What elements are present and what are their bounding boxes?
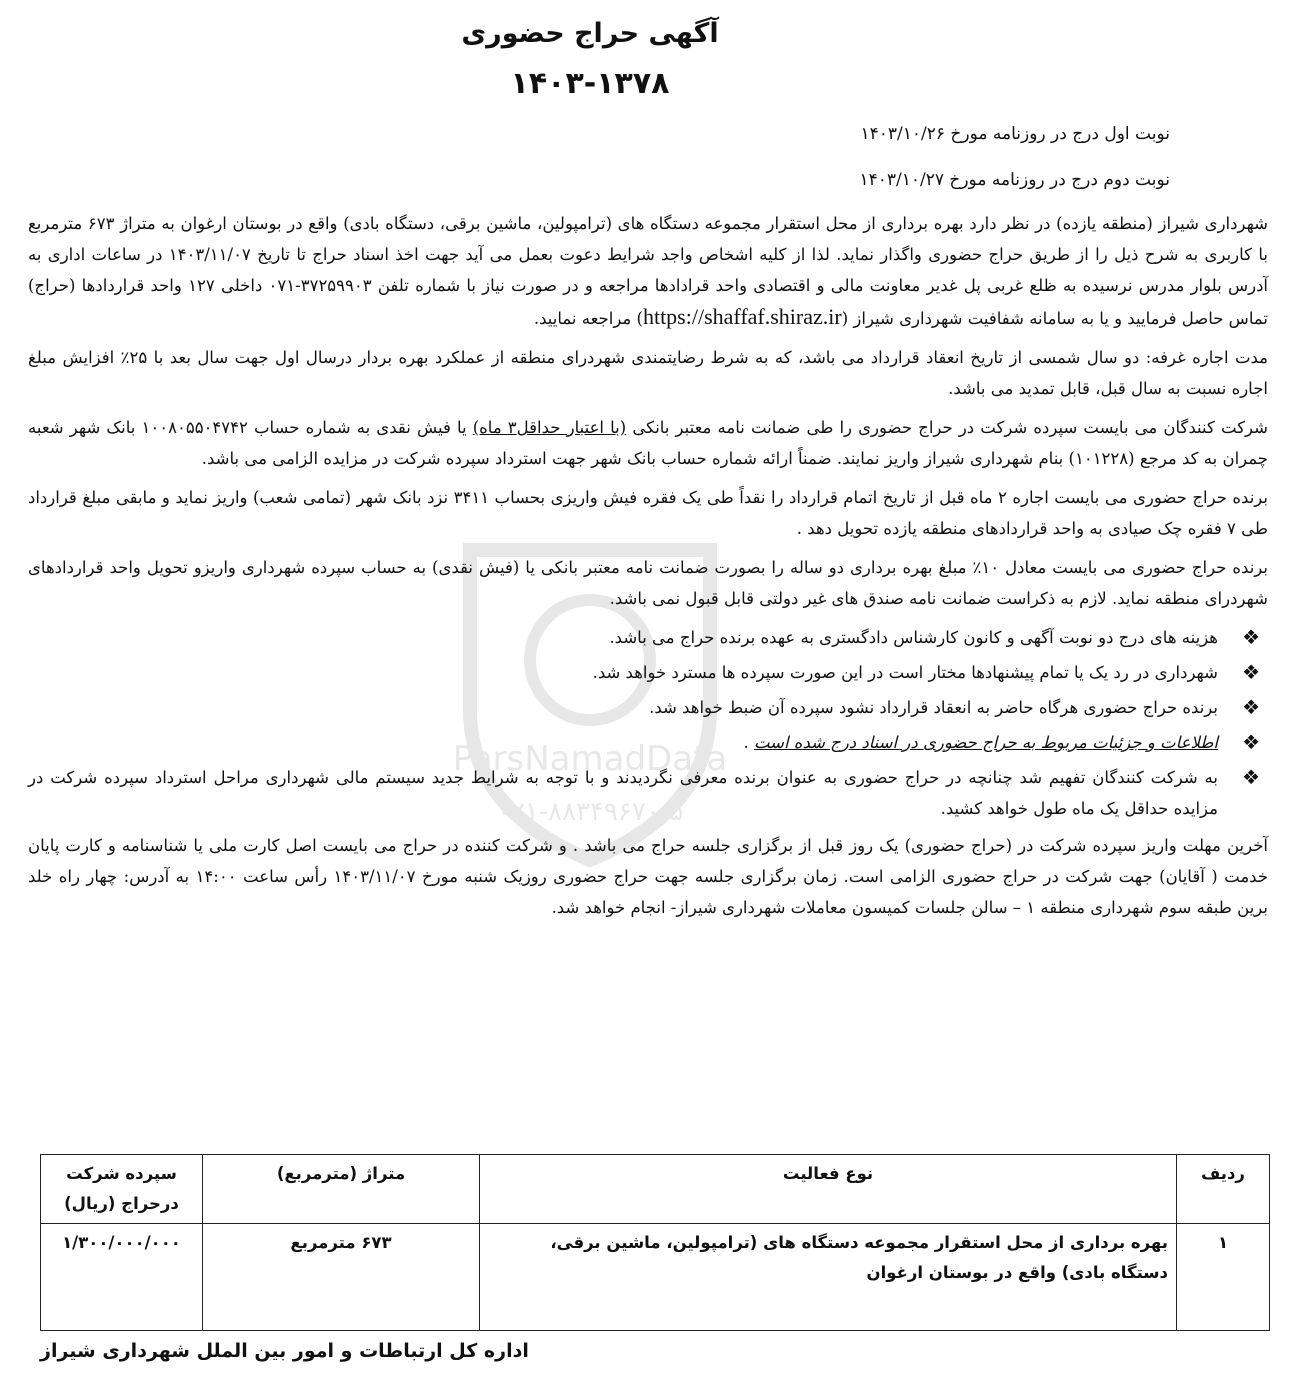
diamond-bullet-icon: ❖ <box>1242 695 1260 719</box>
winner-payment-paragraph: برنده حراج حضوری می بایست اجاره ۲ ماه قبل از تاریخ اتمام قرارداد را نقداً طی یک فقره فیش واریزی بحساب ۳۴۱۱ نزد بانک شهر (تمامی شعب) واریز نماید و مابقی مبلغ قرارداد طی ۷ فقره چک صیادی به واحد قراردادهای منطقه یازده تحویل دهد . <box>28 488 1268 538</box>
list-item <box>28 622 1268 653</box>
list-item-text: به شرکت کنندگان تفهیم شد چنانچه در حراج حضوری به عنوان برنده معرفی نگردیدند و با توجه به شرایط جدید سیستم مالی شهرداری مراحل استرداد سپرده شرکت در مزایده حداقل یک ماه طول خواهد کشید. <box>28 768 1218 818</box>
first-publication: نوبت اول درج در روزنامه مورخ ۱۴۰۳/۱۰/۲۶ <box>860 124 1170 144</box>
watermark-brand: ParsNamadData <box>452 739 728 779</box>
intro-paragraph <box>28 208 1268 334</box>
list-item-text: برنده حراج حضوری هرگاه حاضر به انعقاد قرارداد نشود سپرده آن ضبط خواهد شد. <box>649 698 1218 717</box>
list-item <box>28 657 1268 688</box>
deposit-part2: یا فیش نقدی به شماره حساب ۱۰۰۸۰۵۵۰۴۷۴۲ بانک شهر شعبه چمران به کد مرجع (۱۰۱۲۲۸) بنام شهرداری شیراز واریز نمایند. ضمناً ارائه شماره حساب بانک شهر جهت استرداد سپرده شرکت در مزایده الزامی می باشد. <box>28 418 1268 468</box>
notice-code: ۱۴۰۳-۱۳۷۸ <box>510 66 670 101</box>
lease-period-paragraph: مدت اجاره غرفه: دو سال شمسی از تاریخ انعقاد قرارداد می باشد، که به شرط رضایتمندی شهردرای منطقه از عملکرد بهره بردار درسال اول جهت سال بعد با ۲۵٪ افزایش مبلغ اجاره نسبت به سال قبل، قابل تمدید می باشد. <box>28 348 1268 398</box>
header-row-number: ردیف <box>1177 1155 1270 1224</box>
cell-area: ۶۷۳ مترمربع <box>203 1224 480 1331</box>
notice-title: آگهی حراج حضوری <box>461 18 719 49</box>
list-item-text: شهرداری در رد یک یا تمام پیشنهادها مختار است در این صورت سپرده ها مسترد خواهد شد. <box>592 663 1218 682</box>
deposit-paragraph <box>28 412 1268 474</box>
cell-activity: بهره برداری از محل استقرار مجموعه دستگاه های (ترامپولین، ماشین برقی، دستگاه بادی) واقع در بوستان ارغوان <box>480 1224 1177 1331</box>
deposit-validity: (با اعتبار حداقل۳ ماه) <box>472 418 627 437</box>
diamond-bullet-icon: ❖ <box>1242 765 1260 789</box>
diamond-bullet-icon: ❖ <box>1242 625 1260 649</box>
intro-tail: ) مراجعه نمایید. <box>533 309 643 328</box>
diamond-bullet-icon: ❖ <box>1242 730 1260 754</box>
activity-table <box>40 1154 1270 1331</box>
list-item <box>28 762 1268 824</box>
table-row <box>41 1224 1270 1331</box>
list-item <box>28 727 1268 758</box>
issuer-footer: اداره کل ارتباطات و امور بین الملل شهرداری شیراز <box>40 1340 529 1362</box>
cell-deposit: ۱/۳۰۰/۰۰۰/۰۰۰ <box>41 1224 203 1331</box>
deposit-part1: شرکت کنندگان می بایست سپرده شرکت در حراج حضوری را طی ضمانت نامه معتبر بانکی <box>626 418 1268 437</box>
diamond-bullet-icon: ❖ <box>1242 660 1260 684</box>
header-deposit: سپرده شرکت درحراج (ریال) <box>41 1155 203 1224</box>
header-area: متراژ (مترمربع) <box>203 1155 480 1224</box>
watermark-phone: ۰۲۱-۸۸۳۴۹۶۷۰-۵ <box>496 797 684 827</box>
list-item-suffix: . <box>743 733 754 752</box>
second-publication: نوبت دوم درج در روزنامه مورخ ۱۴۰۳/۱۰/۲۷ <box>859 170 1170 190</box>
intro-text: شهرداری شیراز (منطقه یازده) در نظر دارد بهره برداری از محل استقرار مجموعه دستگاه های (ترامپولین، ماشین برقی، دستگاه بادی) واقع در بوستان ارغوان به متراژ ۶۷۳ مترمربع با کاربری به شرح ذیل را از طریق حراج حضوری واگذار نماید. لذا از کلیه اشخاص واجد شرایط دعوت بعمل می آید جهت اخذ اسناد حراج تا تاریخ ۱۴۰۳/۱۱/۰۷ در ساعات اداری به آدرس بلوار مدرس نرسیده به ظلع غربی پل غدیر معاونت مالی و اقتصادی واحد قرادادها مراجعه و در صورت نیاز با شماره تلفن ۳۷۲۵۹۹۰۳-۰۷۱ داخلی ۱۲۷ واحد قراردادها (حراج) تماس حاصل فرمایید و یا به سامانه شفافیت شهرداری شیراز ( <box>28 214 1268 328</box>
cell-row-number: ۱ <box>1177 1224 1270 1331</box>
table-header-row <box>41 1155 1270 1224</box>
list-item-text: اطلاعات و جزئیات مربوط به حراج حضوری در اسناد درج شده است <box>753 733 1218 752</box>
transparency-url-link[interactable]: https://shaffaf.shiraz.ir <box>642 304 842 329</box>
list-item-text: هزینه های درج دو نوبت آگهی و کانون کارشناس دادگستری به عهده برنده حراج می باشد. <box>609 628 1218 647</box>
list-item <box>28 692 1268 723</box>
header-activity: نوع فعالیت <box>480 1155 1177 1224</box>
conditions-list <box>28 622 1268 824</box>
notice-body <box>28 208 1268 931</box>
final-notice-paragraph: آخرین مهلت واریز سپرده شرکت در (حراج حضوری) یک روز قبل از برگزاری جلسه حراج می باشد . و شرکت کننده در حراج می بایست اصل کارت ملی یا شناسنامه و کارت پایان خدمت ( آقایان) جهت شرکت در حراج حضوری الزامی است. زمان برگزاری جلسه جهت حراج حضوری روزیک شنبه مورخ ۱۴۰۳/۱۱/۰۷ رأس ساعت ۱۴:۰۰ به آدرس: چهار راه خلد برین طبقه سوم شهرداری منطقه ۱ – سالن جلسات کمیسون معاملات شهرداری شیراز- انجام خواهد شد. <box>28 836 1269 917</box>
winner-guarantee-paragraph: برنده حراج حضوری می بایست معادل ۱۰٪ مبلغ بهره برداری دو ساله را بصورت ضمانت نامه معتبر بانکی یا (فیش نقدی) به حساب سپرده شهرداری واریزو تحویل واحد قراردادهای شهردرای منطقه نماید. لازم به ذکراست ضمانت نامه صندق های غیر دولتی قابل قبول نمی باشد. <box>28 558 1269 608</box>
